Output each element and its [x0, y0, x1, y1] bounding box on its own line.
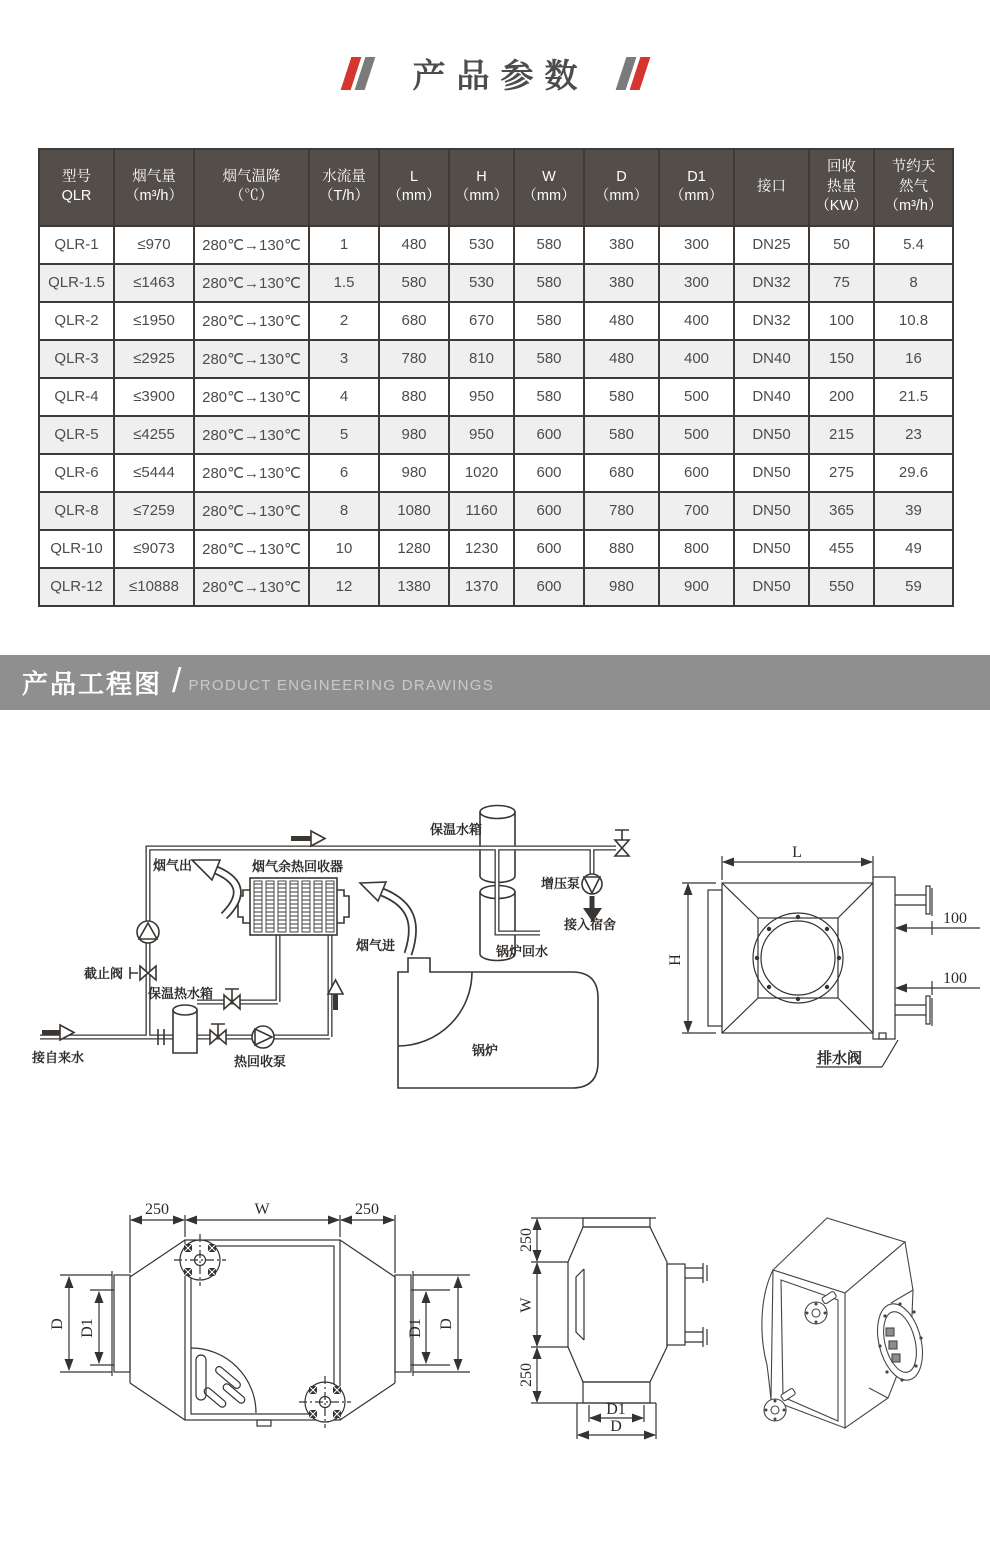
- table-cell: 4: [309, 378, 379, 416]
- table-cell: DN32: [734, 302, 809, 340]
- dim-250-left: 250: [145, 1201, 169, 1218]
- table-row: [39, 492, 953, 530]
- table-cell: DN50: [734, 492, 809, 530]
- table-cell: 150: [809, 340, 874, 378]
- table-cell: 8: [874, 264, 953, 302]
- label-tap-water-inlet: 接自来水: [32, 1050, 85, 1065]
- table-cell: 75: [809, 264, 874, 302]
- top-view-drawing: [505, 1185, 735, 1455]
- table-cell: 480: [584, 340, 659, 378]
- table-cell: 1230: [449, 530, 514, 568]
- dim-d1: D1: [606, 1401, 626, 1418]
- table-cell: 280℃→130℃: [194, 530, 309, 568]
- table-cell: 50: [809, 226, 874, 264]
- table-cell: 1280: [379, 530, 449, 568]
- spec-table-head-row: [39, 149, 953, 226]
- table-cell: 300: [659, 226, 734, 264]
- column-header: D （mm）: [584, 149, 659, 226]
- table-cell: 280℃→130℃: [194, 454, 309, 492]
- table-cell: 215: [809, 416, 874, 454]
- dim-d-left: D: [49, 1318, 66, 1330]
- table-cell: ≤9073: [114, 530, 194, 568]
- flange-bolt-dots: [755, 915, 841, 1001]
- table-cell: 980: [584, 568, 659, 606]
- table-cell: 600: [514, 568, 584, 606]
- insulated-hot-water-tank-shape: [173, 1005, 197, 1053]
- column-header: L （mm）: [379, 149, 449, 226]
- title-mark-right-icon: [615, 57, 650, 90]
- table-cell: 16: [874, 340, 953, 378]
- dim-250-bottom: 250: [518, 1363, 535, 1387]
- label-drain-valve: 排水阀: [817, 1050, 863, 1067]
- table-cell: 380: [584, 264, 659, 302]
- table-cell: QLR-2: [39, 302, 114, 340]
- spec-table-container: [38, 148, 954, 607]
- column-header: 水流量 （T/h）: [309, 149, 379, 226]
- table-cell: 530: [449, 226, 514, 264]
- table-cell: ≤7259: [114, 492, 194, 530]
- table-cell: ≤4255: [114, 416, 194, 454]
- table-cell: 400: [659, 302, 734, 340]
- table-cell: 10: [309, 530, 379, 568]
- table-cell: 1.5: [309, 264, 379, 302]
- table-cell: 8: [309, 492, 379, 530]
- table-cell: 530: [449, 264, 514, 302]
- table-cell: 59: [874, 568, 953, 606]
- column-header: 节约天 然气 （m³/h）: [874, 149, 953, 226]
- table-cell: QLR-1.5: [39, 264, 114, 302]
- table-cell: 880: [584, 530, 659, 568]
- table-row: [39, 264, 953, 302]
- table-cell: 900: [659, 568, 734, 606]
- table-cell: DN50: [734, 568, 809, 606]
- isometric-view-drawing: [740, 1200, 990, 1450]
- table-cell: ≤10888: [114, 568, 194, 606]
- label-heat-recovery-unit: 烟气余热回收器: [252, 859, 344, 874]
- dim-d: D: [610, 1418, 622, 1435]
- table-cell: QLR-6: [39, 454, 114, 492]
- table-cell: 29.6: [874, 454, 953, 492]
- table-cell: ≤3900: [114, 378, 194, 416]
- table-cell: 21.5: [874, 378, 953, 416]
- dim-d1-right: D1: [407, 1318, 424, 1338]
- label-heat-recovery-pump: 热回收泵: [234, 1054, 287, 1069]
- table-row: [39, 302, 953, 340]
- table-cell: 500: [659, 416, 734, 454]
- table-cell: 1: [309, 226, 379, 264]
- table-cell: 950: [449, 416, 514, 454]
- dim-w: W: [254, 1201, 270, 1218]
- table-cell: ≤1463: [114, 264, 194, 302]
- label-flue-gas-out: 烟气出: [153, 858, 193, 873]
- table-cell: 780: [379, 340, 449, 378]
- table-cell: 580: [584, 378, 659, 416]
- column-header: H （mm）: [449, 149, 514, 226]
- dim-d-right: D: [438, 1318, 455, 1330]
- table-cell: 6: [309, 454, 379, 492]
- table-cell: 480: [584, 302, 659, 340]
- dim-h: H: [667, 954, 684, 966]
- table-cell: ≤1950: [114, 302, 194, 340]
- table-cell: 5: [309, 416, 379, 454]
- table-cell: 380: [584, 226, 659, 264]
- table-cell: 275: [809, 454, 874, 492]
- schematic-diagram: [20, 778, 660, 1113]
- dim-w: W: [518, 1297, 535, 1313]
- table-cell: 2: [309, 302, 379, 340]
- front-view-drawing: [667, 820, 990, 1090]
- title-mark-left-icon: [340, 57, 375, 90]
- table-cell: 5.4: [874, 226, 953, 264]
- table-cell: 280℃→130℃: [194, 416, 309, 454]
- table-cell: 1080: [379, 492, 449, 530]
- table-cell: 680: [584, 454, 659, 492]
- table-cell: 580: [514, 340, 584, 378]
- column-header: 型号 QLR: [39, 149, 114, 226]
- table-cell: QLR-12: [39, 568, 114, 606]
- spec-table: [38, 148, 954, 607]
- table-row: [39, 378, 953, 416]
- table-cell: DN50: [734, 454, 809, 492]
- table-cell: QLR-3: [39, 340, 114, 378]
- table-cell: ≤2925: [114, 340, 194, 378]
- table-cell: 23: [874, 416, 953, 454]
- table-cell: QLR-4: [39, 378, 114, 416]
- table-cell: 600: [514, 530, 584, 568]
- table-cell: DN40: [734, 340, 809, 378]
- table-cell: 580: [584, 416, 659, 454]
- table-cell: 100: [809, 302, 874, 340]
- label-boiler-return-water: 锅炉回水: [496, 944, 549, 959]
- dim-250-right: 250: [355, 1201, 379, 1218]
- table-cell: 280℃→130℃: [194, 568, 309, 606]
- table-cell: 280℃→130℃: [194, 492, 309, 530]
- table-cell: 550: [809, 568, 874, 606]
- table-cell: 280℃→130℃: [194, 378, 309, 416]
- table-row: [39, 226, 953, 264]
- table-cell: 400: [659, 340, 734, 378]
- page-title: 产品参数: [412, 57, 589, 94]
- table-cell: 880: [379, 378, 449, 416]
- table-cell: 1020: [449, 454, 514, 492]
- table-cell: 680: [379, 302, 449, 340]
- table-cell: QLR-8: [39, 492, 114, 530]
- table-cell: 580: [514, 378, 584, 416]
- table-cell: 12: [309, 568, 379, 606]
- dim-250-top: 250: [518, 1228, 535, 1252]
- table-cell: 670: [449, 302, 514, 340]
- table-cell: 49: [874, 530, 953, 568]
- table-cell: 980: [379, 416, 449, 454]
- table-cell: QLR-5: [39, 416, 114, 454]
- table-row: [39, 454, 953, 492]
- table-cell: 600: [514, 416, 584, 454]
- table-cell: 500: [659, 378, 734, 416]
- column-header: 接口: [734, 149, 809, 226]
- table-cell: 700: [659, 492, 734, 530]
- table-cell: QLR-10: [39, 530, 114, 568]
- page-title-row: [0, 50, 990, 97]
- table-cell: 600: [514, 454, 584, 492]
- side-view-drawing: [30, 1185, 480, 1455]
- table-cell: 780: [584, 492, 659, 530]
- table-cell: DN40: [734, 378, 809, 416]
- table-row: [39, 530, 953, 568]
- section-title-cn: 产品工程图: [22, 669, 163, 699]
- section-header-band: [0, 655, 990, 710]
- column-header: 烟气温降 （℃）: [194, 149, 309, 226]
- label-to-dormitory: 接入宿舍: [564, 917, 617, 932]
- table-cell: 365: [809, 492, 874, 530]
- louver-vent-shape: [191, 1348, 256, 1413]
- table-cell: 580: [514, 264, 584, 302]
- dim-l: L: [792, 844, 802, 861]
- table-cell: 300: [659, 264, 734, 302]
- section-title-en: PRODUCT ENGINEERING DRAWINGS: [188, 676, 495, 694]
- table-row: [39, 568, 953, 606]
- table-cell: 600: [514, 492, 584, 530]
- label-flue-gas-in: 烟气进: [356, 938, 396, 953]
- table-cell: DN25: [734, 226, 809, 264]
- table-cell: 280℃→130℃: [194, 264, 309, 302]
- flange-connection-icon: [174, 1234, 351, 1428]
- column-header: D1 （mm）: [659, 149, 734, 226]
- table-cell: 580: [514, 302, 584, 340]
- table-cell: 280℃→130℃: [194, 226, 309, 264]
- table-cell: 280℃→130℃: [194, 302, 309, 340]
- table-cell: 1370: [449, 568, 514, 606]
- heat-recovery-unit-shape: [238, 878, 349, 935]
- table-cell: 10.8: [874, 302, 953, 340]
- table-cell: 455: [809, 530, 874, 568]
- label-stop-valve: 截止阀: [84, 966, 124, 981]
- table-cell: ≤970: [114, 226, 194, 264]
- table-cell: 3: [309, 340, 379, 378]
- table-cell: 800: [659, 530, 734, 568]
- column-header: 烟气量 （m³/h）: [114, 149, 194, 226]
- section-divider: /: [172, 661, 182, 700]
- table-cell: DN50: [734, 530, 809, 568]
- table-cell: ≤5444: [114, 454, 194, 492]
- table-cell: 580: [379, 264, 449, 302]
- table-cell: 1160: [449, 492, 514, 530]
- boiler-shape: [398, 958, 598, 1088]
- label-boiler: 锅炉: [472, 1043, 499, 1058]
- drain-valve-icon: [879, 1033, 886, 1039]
- table-cell: 1380: [379, 568, 449, 606]
- table-cell: 810: [449, 340, 514, 378]
- table-cell: 480: [379, 226, 449, 264]
- label-insulated-water-tank: 保温水箱: [430, 822, 483, 837]
- table-cell: DN50: [734, 416, 809, 454]
- label-booster-pump: 增压泵: [540, 876, 580, 891]
- table-cell: 39: [874, 492, 953, 530]
- label-insulated-hot-water-tank: 保温热水箱: [148, 986, 214, 1001]
- table-cell: QLR-1: [39, 226, 114, 264]
- table-cell: 980: [379, 454, 449, 492]
- dim-100-top: 100: [943, 910, 967, 927]
- column-header: 回收 热量 （KW）: [809, 149, 874, 226]
- table-row: [39, 340, 953, 378]
- table-cell: 600: [659, 454, 734, 492]
- column-header: W （mm）: [514, 149, 584, 226]
- dim-d1-left: D1: [79, 1318, 96, 1338]
- table-row: [39, 416, 953, 454]
- dim-100-bottom: 100: [943, 970, 967, 987]
- table-cell: DN32: [734, 264, 809, 302]
- table-cell: 200: [809, 378, 874, 416]
- table-cell: 580: [514, 226, 584, 264]
- table-cell: 280℃→130℃: [194, 340, 309, 378]
- spec-table-body: [39, 226, 953, 606]
- table-cell: 950: [449, 378, 514, 416]
